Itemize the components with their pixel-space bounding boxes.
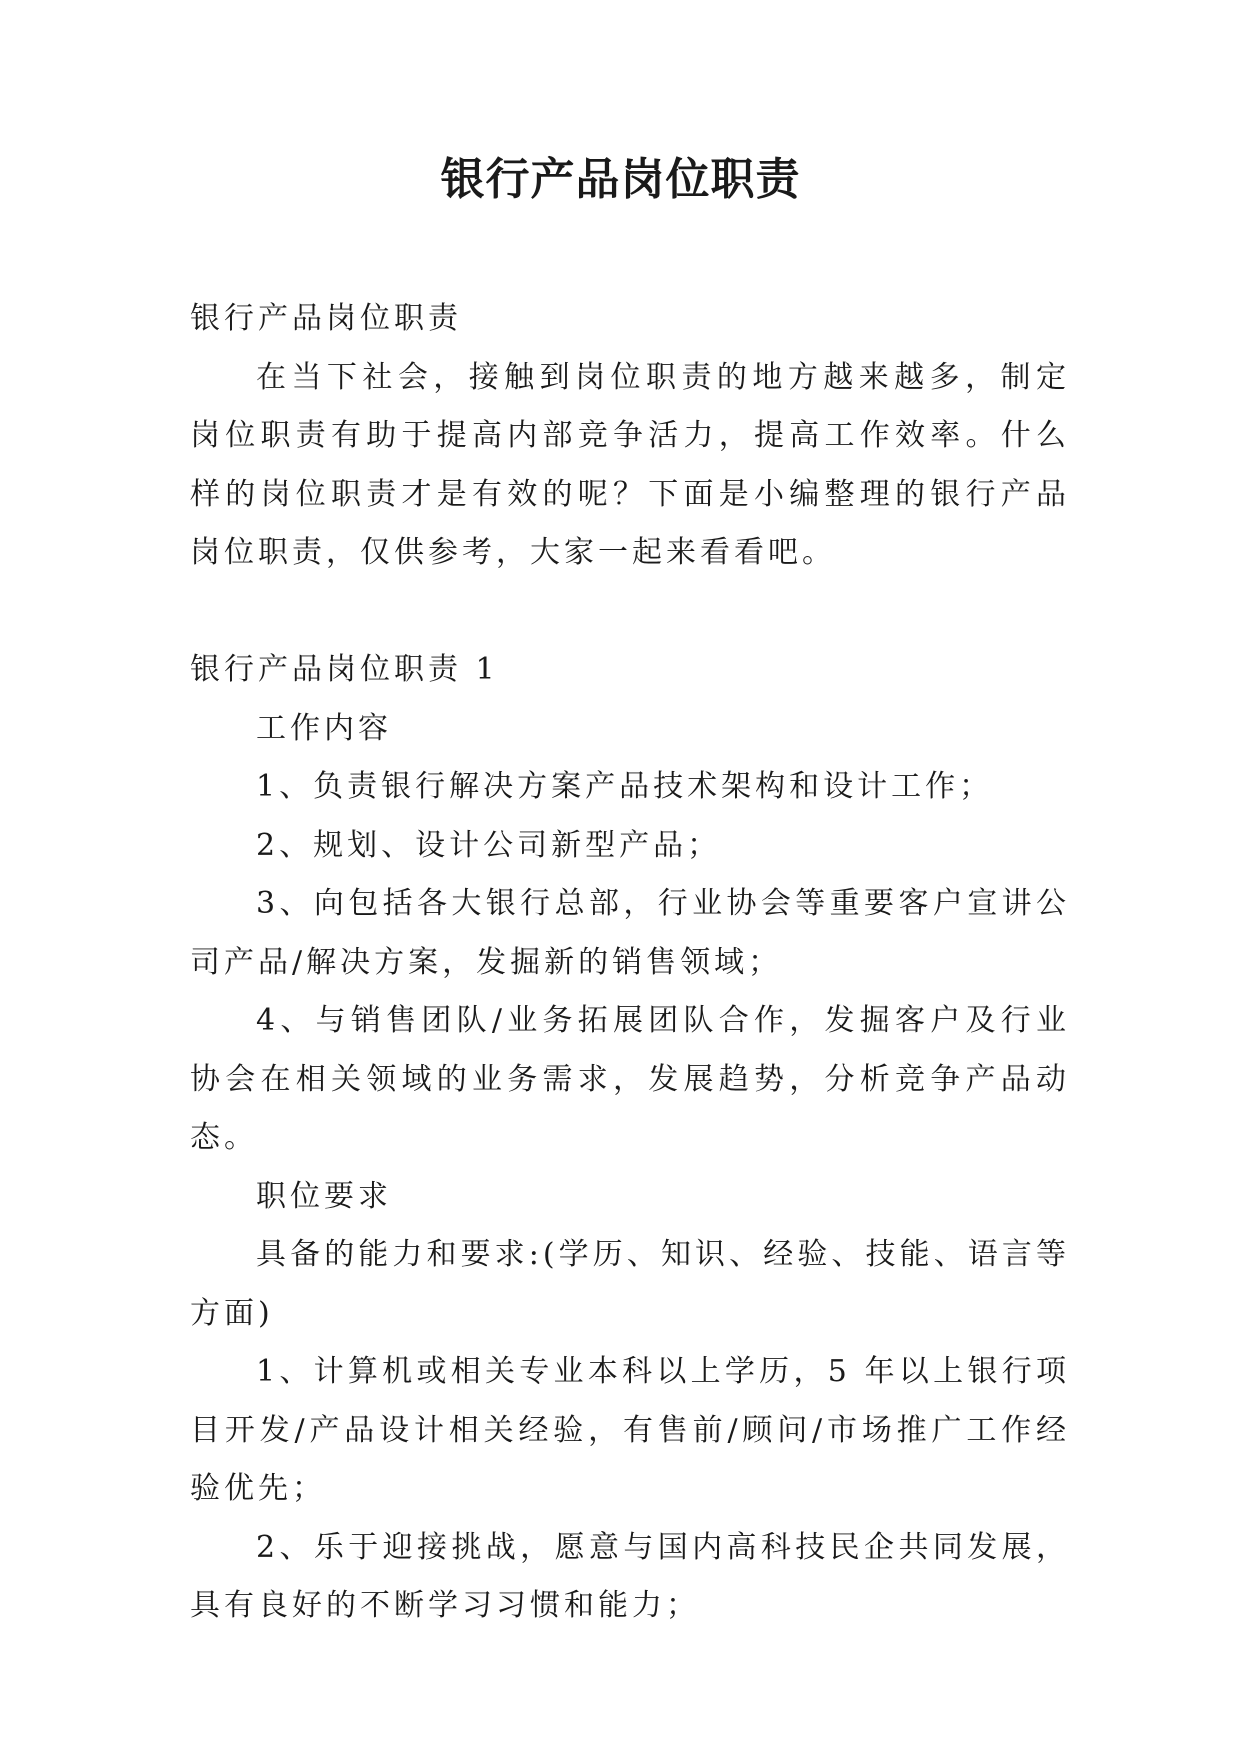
work-item: 2、规划、设计公司新型产品；	[256, 827, 722, 863]
section-1-heading: 银行产品岗位职责 1	[190, 652, 499, 687]
work-item: 1、负责银行解决方案产品技术架构和设计工作；	[256, 769, 994, 804]
work-content-label: 工作内容	[256, 710, 392, 746]
page-title: 银行产品岗位职责	[440, 154, 801, 205]
intro-paragraph: 在当下社会，接触到岗位职责的地方越来越多，制定岗位职责有助于提高内部竞争活力，提高工作效率。什么样的岗位职责才是有效的呢？下面是小编整理的银行产品岗位职责，仅供参考，大家一起来看看吧。	[190, 359, 1070, 570]
requirement-item: 2、乐于迎接挑战，愿意与国内高科技民企共同发展，具有良好的不断学习习惯和能力；	[190, 1529, 1070, 1623]
requirements-label: 职位要求	[256, 1178, 392, 1214]
document-body	[190, 290, 1070, 1636]
work-item: 4、与销售团队/业务拓展团队合作，发掘客户及行业协会在相关领域的业务需求，发展趋势，分析竞争产品动态。	[190, 1003, 1070, 1155]
requirements-intro: 具备的能力和要求:(学历、知识、经验、技能、语言等方面)	[190, 1237, 1070, 1331]
section-heading: 银行产品岗位职责	[190, 301, 462, 336]
work-item: 3、向包括各大银行总部，行业协会等重要客户宣讲公司产品/解决方案，发掘新的销售领域；	[190, 886, 1070, 980]
requirement-item: 1、计算机或相关专业本科以上学历，5 年以上银行项目开发/产品设计相关经验，有售前/顾问/市场推广工作经验优先；	[190, 1354, 1070, 1506]
paragraph-spacer	[190, 583, 1070, 642]
